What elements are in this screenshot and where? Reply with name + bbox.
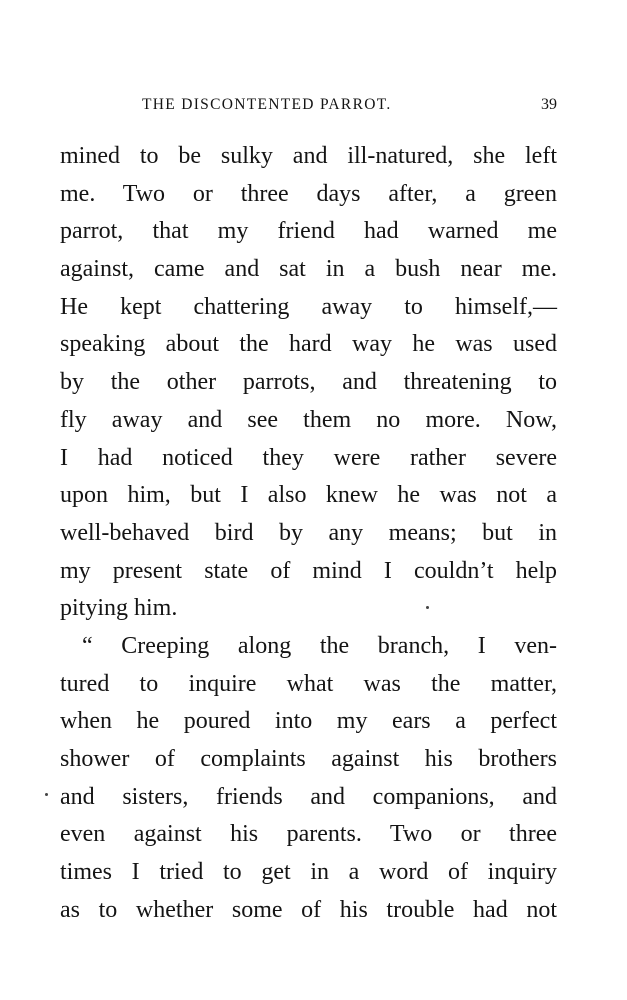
text-line: “ Creeping along the branch, I ven- [82,632,557,659]
text-line: well-behaved bird by any means; but in [60,519,557,546]
text-line: by the other parrots, and threatening to [60,369,557,396]
text-line: mined to be sulky and ill-natured, she left [60,143,557,169]
running-title: THE DISCONTENTED PARROT. [142,96,392,113]
text-line: times I tried to get in a word of inquiry [60,859,557,886]
running-head [60,96,557,118]
text-line: speaking about the hard way he was used [60,331,557,358]
text-line: pitying him. [60,595,178,622]
text-line: and sisters, friends and companions, and [60,783,557,810]
text-line: my present state of mind I couldn’t help [60,557,557,584]
print-speck [426,606,429,609]
text-line: even against his parents. Two or three [60,821,557,848]
text-line: as to whether some of his trouble had not [60,896,557,923]
page-number: 39 [541,96,557,113]
body-text [60,138,557,929]
text-line: parrot, that my friend had warned me [60,218,557,245]
text-line: tured to inquire what was the matter, [60,670,557,697]
text-line: me. Two or three days after, a green [60,180,557,207]
print-speck [45,793,48,796]
text-line: fly away and see them no more. Now, [60,406,557,433]
text-line: upon him, but I also knew he was not a [60,482,557,509]
text-line: I had noticed they were rather severe [60,444,557,471]
text-line: He kept chattering away to himself,— [60,293,557,320]
text-line: shower of complaints against his brothers [60,746,557,772]
text-line: against, came and sat in a bush near me. [60,256,557,283]
text-line: when he poured into my ears a perfect [60,708,557,735]
